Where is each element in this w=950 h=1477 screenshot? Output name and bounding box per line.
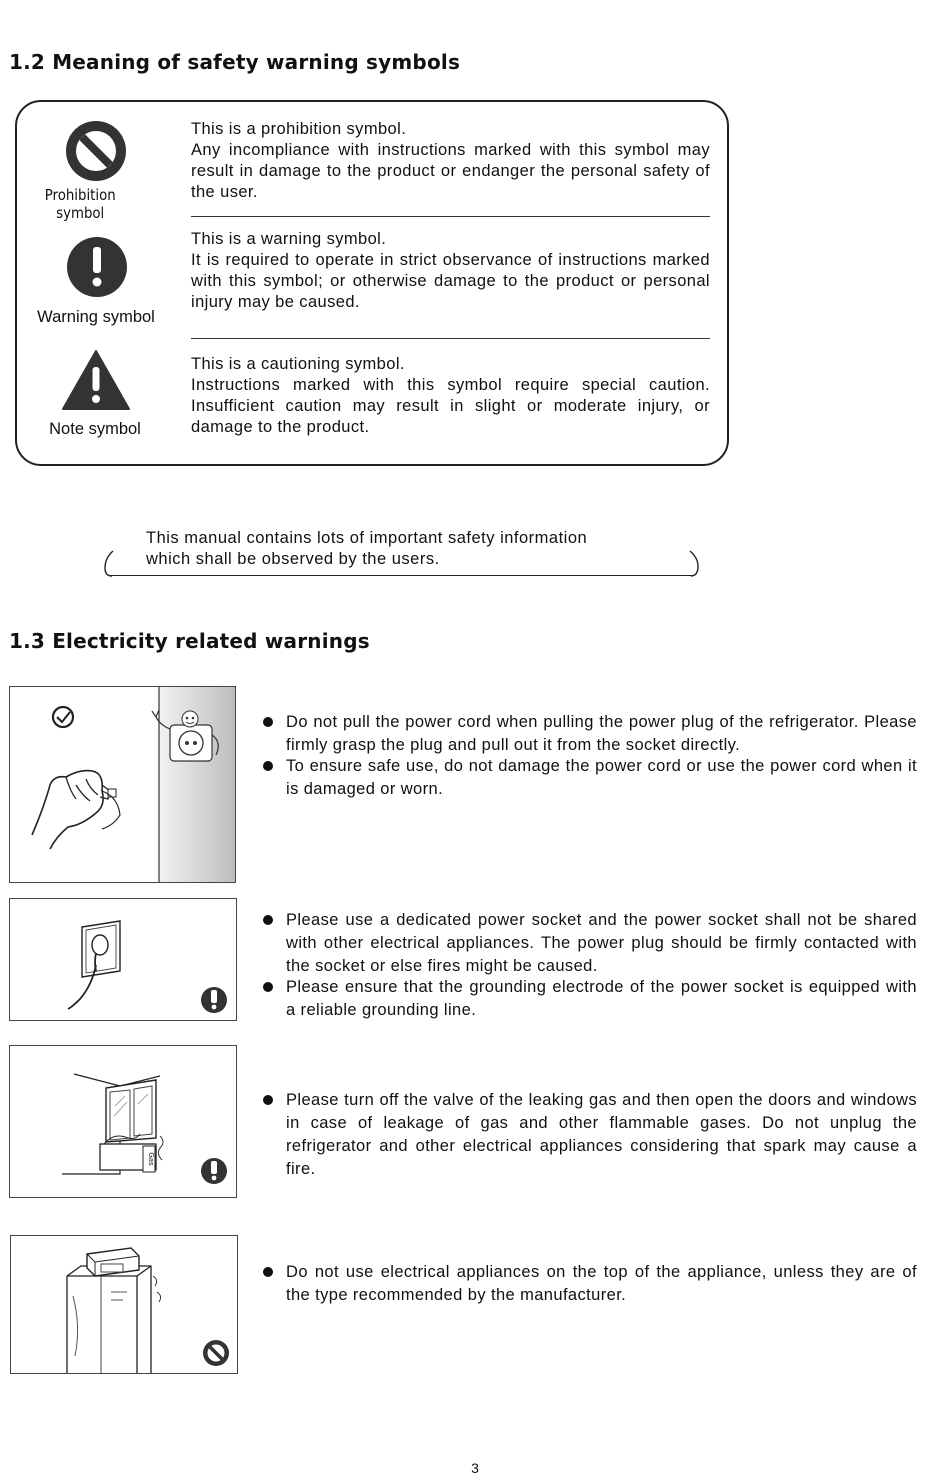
section-1-2-heading: 1.2 Meaning of safety warning symbols <box>9 50 461 74</box>
bullet-item: Do not use electrical appliances on the top of the appliance, unless they are of the type recommended by the manufacturer. <box>262 1261 917 1307</box>
safety-note-text: This manual contains lots of important safety information which shall be observed by the users. <box>146 529 588 568</box>
warning-symbol-label: Warning symbol <box>37 308 155 326</box>
warning-icon <box>66 236 128 298</box>
appliance-on-fridge-illustration <box>10 1235 238 1374</box>
wall-socket-illustration <box>9 898 237 1021</box>
prohibition-icon <box>64 119 128 183</box>
caution-triangle-icon <box>61 349 131 411</box>
bullet-item: Please turn off the valve of the leaking gas and then open the doors and windows in case of leakage of gas and other flammable gases. Do not unplug the refrigerator and other electrical appliances considering that spark may cause a fire. <box>262 1089 917 1181</box>
section-1-3-heading: 1.3 Electricity related warnings <box>9 629 370 653</box>
note-bracket-left <box>103 550 115 577</box>
bullet-item: Do not pull the power cord when pulling the power plug of the refrigerator. Please firmly grasp the plug and pull out it from the socket directly. <box>262 711 917 757</box>
page-number: 3 <box>471 1460 479 1476</box>
gas-cylinder-label: Gas <box>147 1152 155 1166</box>
note-underline <box>110 575 693 576</box>
prohibition-symbol-label: Prohibition symbol <box>44 186 116 222</box>
divider <box>191 216 710 217</box>
gas-leak-illustration <box>9 1045 237 1198</box>
note-bracket-right <box>688 550 700 577</box>
item-4-bullets <box>262 1261 917 1307</box>
item-2-bullets <box>262 909 917 1022</box>
item-1-bullets <box>262 711 917 801</box>
hand-pulling-plug-illustration <box>9 686 236 883</box>
note-symbol-label: Note symbol <box>49 420 141 438</box>
warning-symbol-text: This is a warning symbol. It is required to operate in strict observance of instructions marked with this symbol; or otherwise damage to the product or personal injury may be caused. <box>191 230 710 311</box>
prohibition-symbol-text: This is a prohibition symbol. Any incompliance with instructions marked with this symbol may result in damage to the product or endanger the personal safety of the user. <box>191 120 710 201</box>
divider <box>191 338 710 339</box>
bullet-item: To ensure safe use, do not damage the power cord or use the power cord when it is damaged or worn. <box>262 755 917 801</box>
caution-symbol-text: This is a cautioning symbol. Instructions marked with this symbol require special caution. Insufficient caution may result in slight or moderate injury, or damage to the product. <box>191 355 710 436</box>
item-3-bullets <box>262 1089 917 1181</box>
bullet-item: Please use a dedicated power socket and the power socket shall not be shared with other electrical appliances. The power plug should be firmly contacted with the socket or else fires might be caused. <box>262 909 917 978</box>
bullet-item: Please ensure that the grounding electrode of the power socket is equipped with a reliable grounding line. <box>262 976 917 1022</box>
